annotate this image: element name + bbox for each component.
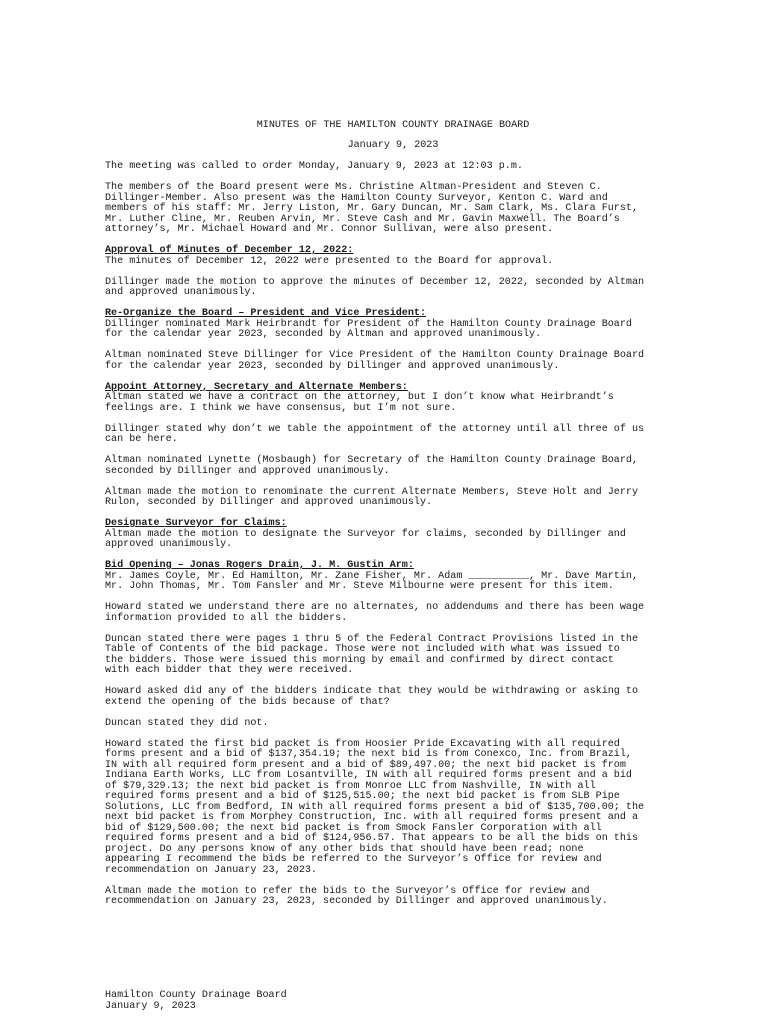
table-appointment-paragraph: Dillinger stated why don’t we table the appointment of the attorney until all three of us can be here. xyxy=(105,423,645,445)
designate-surveyor-heading: Designate Surveyor for Claims: xyxy=(105,518,287,529)
designate-surveyor-paragraph: Altman made the motion to designate the Surveyor for claims, seconded by Dillinger and approved unanimously. xyxy=(105,528,626,550)
bid-opening-heading: Bid Opening – Jonas Rogers Drain, J. M. Gustin Arm: xyxy=(105,560,414,571)
reorganize-board-heading: Re-Organize the Board – President and Vice President: xyxy=(105,308,427,319)
alternate-members-paragraph: Altman made the motion to renominate the current Alternate Members, Steve Holt and Jerry Rulon, seconded by Dillinger and approved unanimously. xyxy=(105,486,639,508)
appoint-attorney-heading: Appoint Attorney, Secretary and Alternate Members: xyxy=(105,381,408,393)
contract-provisions-paragraph: Duncan stated there were pages 1 thru 5 of the Federal Contract Provisions listed in the Table of Contents of the bid package. Those were not included with what was issued to the bidders. Those were issued this morning by email and confirmed by direct contact with each bidder that they were received. xyxy=(105,633,639,676)
page-footer: Hamilton County Drainage Board January 9, 2023 xyxy=(105,990,287,1012)
refer-bids-motion-paragraph: Altman made the motion to refer the bids to the Surveyor’s Office for review and recommendation on January 23, 2023, seconded by Dillinger and approved unanimously. xyxy=(105,885,608,907)
members-present-paragraph: The members of the Board present were Ms. Christine Altman-President and Steven C. Dillinger-Member. Also present was the Hamilton County Surveyor, Kenton C. Ward and members of his staff: Mr. Jerry Liston, Mr. Gary Duncan, Mr. Sam Clark, Ms. Clara Furst, Mr. Luther Cline, Mr. Reuben Arvin, Mr. Steve Cash and Mr. Gavin Maxwell. The Board’s attorney’s, Mr. Michael Howard and Mr. Connor Sullivan, were also present. xyxy=(105,182,639,235)
minutes-body xyxy=(105,162,685,918)
duncan-answer-paragraph: Duncan stated they did not. xyxy=(105,717,269,729)
secretary-nomination-paragraph: Altman nominated Lynette (Mosbaugh) for Secretary of the Hamilton County Drainage Board, seconded by Dillinger and approved unanimously. xyxy=(105,455,639,477)
attorney-contract-paragraph: Altman stated we have a contract on the attorney, but I don’t know what Heirbrandt’s feelings are. I think we have consensus, but I’m not sure. xyxy=(105,392,614,414)
president-nomination-paragraph: Dillinger nominated Mark Heirbrandt for President of the Hamilton County Drainage Board for the calendar year 2023, seconded by Altman and approved unanimously. xyxy=(105,318,632,340)
withdrawal-question-paragraph: Howard asked did any of the bidders indicate that they would be withdrawing or asking to extend the opening of the bids because of that? xyxy=(105,686,639,708)
call-to-order-paragraph: The meeting was called to order Monday, January 9, 2023 at 12:03 p.m. xyxy=(105,161,523,172)
wage-information-paragraph: Howard stated we understand there are no alternates, no addendums and there has been wage information provided to all the bidders. xyxy=(105,602,645,624)
approval-minutes-paragraph: The minutes of December 12, 2022 were presented to the Board for approval. xyxy=(105,255,554,267)
document-title: MINUTES OF THE HAMILTON COUNTY DRAINAGE BOARD xyxy=(256,120,530,131)
approval-minutes-heading: Approval of Minutes of December 12, 2022: xyxy=(105,245,354,256)
bid-list-paragraph: Howard stated the first bid packet is from Hoosier Pride Excavating with all required forms present and a bid of $137,354.19; the next bid is from Conexco, Inc. from Brazil, IN with all required form present and a bid of $89,497.00; the next bid packet is from Indiana Earth Works, LLC from Losantville, IN with all required forms present and a bid of $79,329.13; the next bid packet is from Monroe LLC from Nashville, IN with all required forms present and a bid of $125,515.00; the next bid packet is from SLB Pipe Solutions, LLC from Bedford, IN with all required forms present a bid of $135,700.00; the next bid packet is from Morphey Construction, Inc. with all required forms present and a bid of $129,500.00; the next bid packet is from Smock Fansler Corporation with all required forms present and a bid of $124,956.57. That appears to be all the bids on this project. Do any persons know of any other bids that should have been read; none appearing I recommend the bids be referred to the Surveyor’s Office for review and recommendation on January 23, 2023. xyxy=(105,738,645,876)
document-date: January 9, 2023 xyxy=(347,140,439,151)
approval-motion-paragraph: Dillinger made the motion to approve the minutes of December 12, 2022, seconded by Altman and approved unanimously. xyxy=(105,276,645,298)
vice-president-nomination-paragraph: Altman nominated Steve Dillinger for Vice President of the Hamilton County Drainage Board for the calendar year 2023, seconded by Dillinger and approved unanimously. xyxy=(105,350,645,372)
bid-attendees-paragraph: Mr. James Coyle, Mr. Ed Hamilton, Mr. Zane Fisher, Mr. Adam __________, Mr. Dave Martin, Mr. John Thomas, Mr. Tom Fansler and Mr. Steve Milbourne were present for this item. xyxy=(105,570,639,592)
